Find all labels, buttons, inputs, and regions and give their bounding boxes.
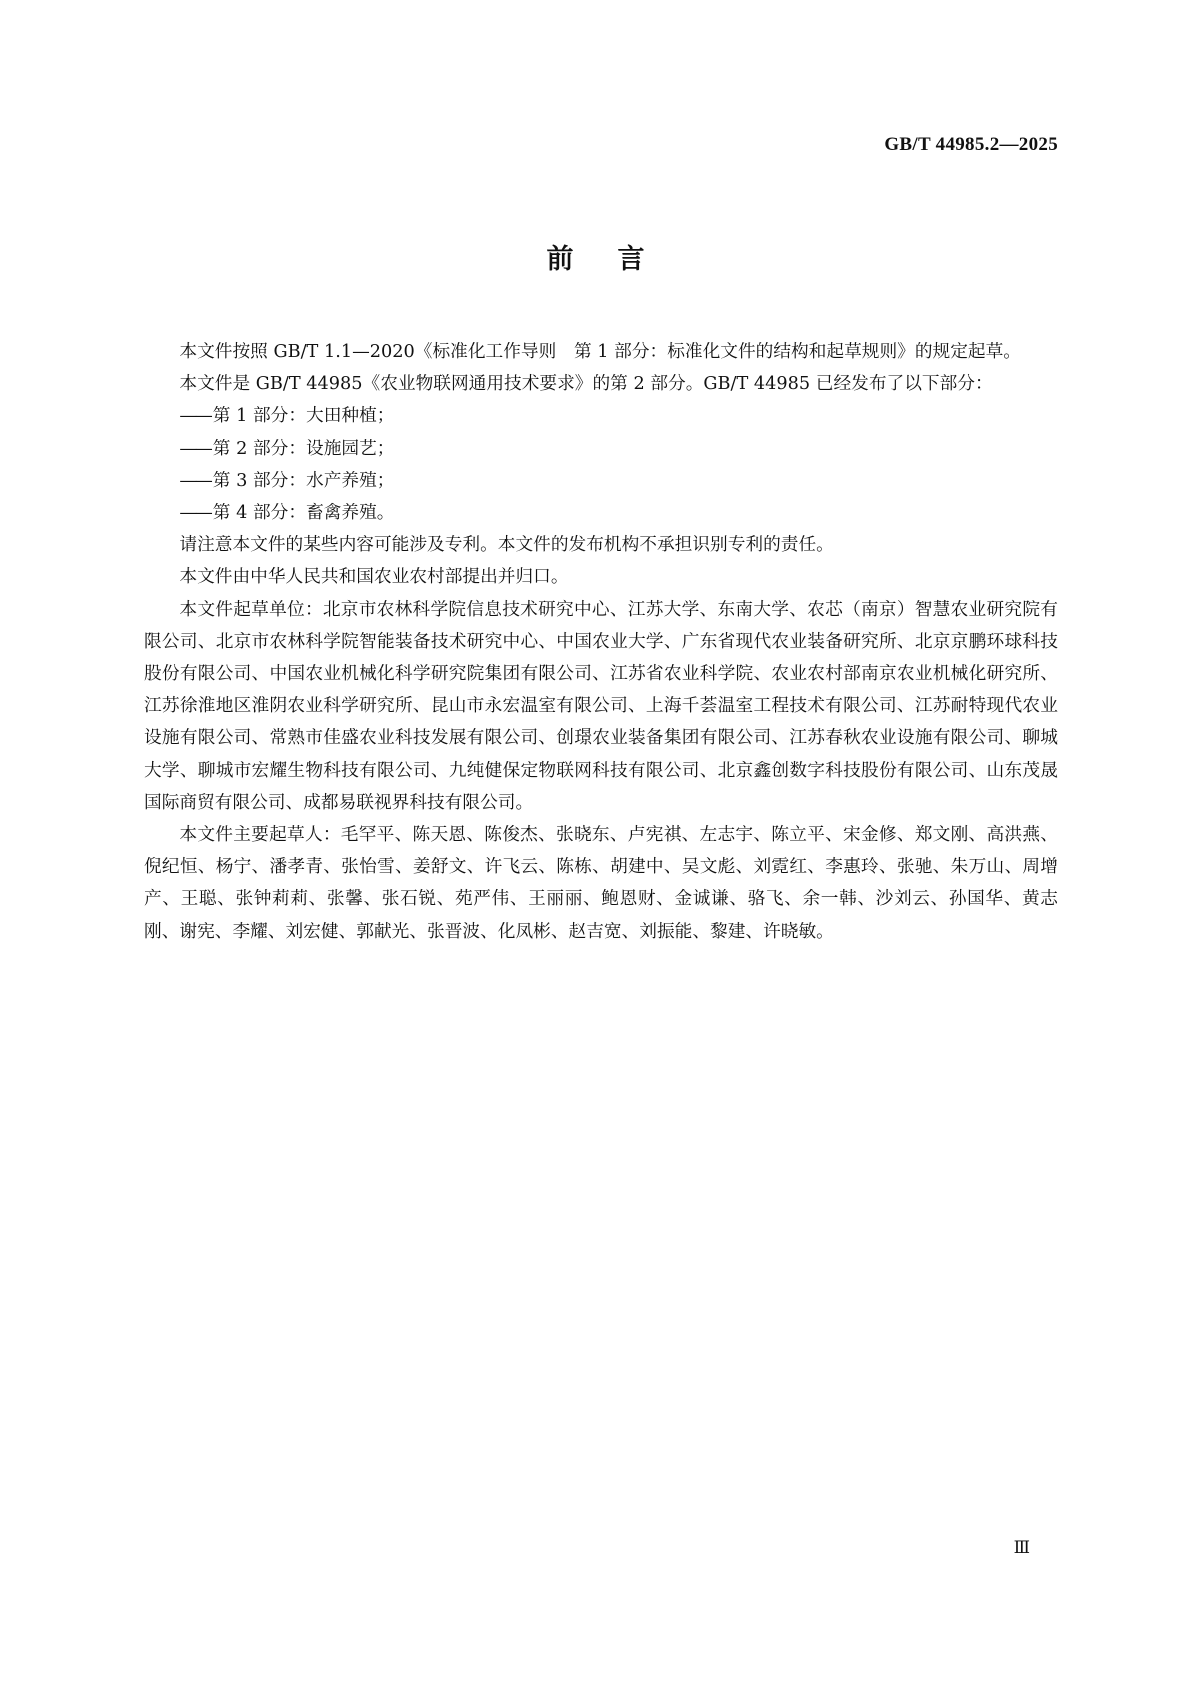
- list-dash: ——: [179, 470, 211, 491]
- paragraph-series-intro: 本文件是 GB/T 44985《农业物联网通用技术要求》的第 2 部分。GB/T 44985 已经发布了以下部分：: [179, 374, 993, 395]
- list-dash: ——: [179, 438, 211, 459]
- list-item: [144, 433, 1058, 465]
- page-number: Ⅲ: [1013, 1538, 1029, 1557]
- paragraph-drafting-units: 本文件起草单位：北京市农林科学院信息技术研究中心、江苏大学、东南大学、农芯（南京）智慧农业研究院有限公司、北京市农林科学院智能装备技术研究中心、中国农业大学、广东省现代农业装备研究所、北京京鹏环球科技股份有限公司、中国农业机械化科学研究院集团有限公司、江苏省农业科学院、农业农村部南京农业机械化研究所、江苏徐淮地区淮阴农业科学研究所、昆山市永宏温室有限公司、上海千荟温室工程技术有限公司、江苏耐特现代农业设施有限公司、常熟市佳盛农业科技发展有限公司、创璟农业装备集团有限公司、江苏春秋农业设施有限公司、聊城大学、聊城市宏耀生物科技有限公司、九纯健保定物联网科技有限公司、北京鑫创数字科技股份有限公司、山东茂晟国际商贸有限公司、成都易联视界科技有限公司。: [144, 599, 1058, 813]
- page-title: 前言: [546, 244, 689, 275]
- list-item-text: 第 1 部分：大田种植；: [212, 406, 395, 427]
- list-item-text: 第 2 部分：设施园艺；: [212, 438, 395, 459]
- paragraph-drafters: 本文件主要起草人：毛罕平、陈天恩、陈俊杰、张晓东、卢宪祺、左志宇、陈立平、宋金修、郑文刚、高洪燕、倪纪恒、杨宁、潘孝青、张怡雪、姜舒文、许飞云、陈栋、胡建中、吴文彪、刘霓红、李惠玲、张驰、朱万山、周增产、王聪、张钟莉莉、张馨、张石锐、苑严伟、王丽丽、鲍恩财、金诚谦、骆飞、余一韩、沙刘云、孙国华、黄志刚、谢宪、李耀、刘宏健、郭献光、张晋波、化凤彬、赵吉宽、刘振能、黎建、许晓敏。: [144, 825, 1058, 942]
- standard-code: GB/T 44985.2—2025: [884, 134, 1058, 155]
- paragraph-proposer: 本文件由中华人民共和国农业农村部提出并归口。: [179, 567, 569, 588]
- paragraph-drafting-rules: 本文件按照 GB/T 1.1—2020《标准化工作导则 第 1 部分：标准化文件的结构和起草规则》的规定起草。: [179, 342, 1021, 362]
- list-item: [144, 497, 1058, 529]
- paragraph-patent-notice: 请注意本文件的某些内容可能涉及专利。本文件的发布机构不承担识别专利的责任。: [179, 535, 834, 556]
- list-item: [144, 400, 1058, 432]
- preface-body: [144, 336, 1058, 948]
- list-item-text: 第 4 部分：畜禽养殖。: [212, 503, 395, 524]
- list-item: [144, 465, 1058, 497]
- list-item-text: 第 3 部分：水产养殖；: [212, 470, 395, 491]
- list-dash: ——: [179, 503, 211, 524]
- list-dash: ——: [179, 406, 211, 427]
